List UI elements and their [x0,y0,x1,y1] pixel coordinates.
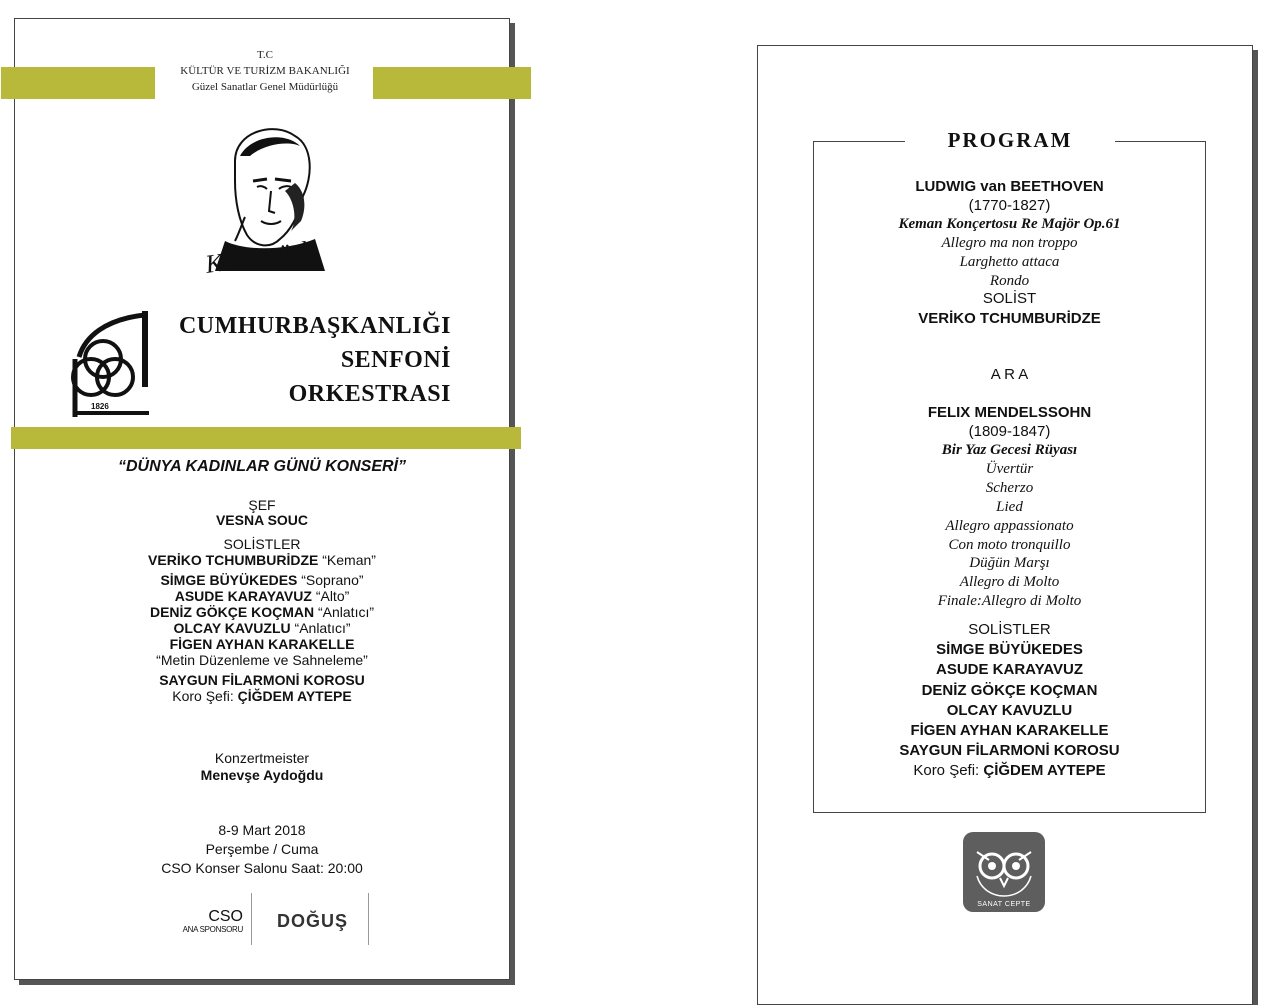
choir-conductor-name: ÇİĞDEM AYTEPE [983,762,1106,779]
soloist-name: DENİZ GÖKÇE KOÇMAN [921,682,1098,699]
sponsor-cso [155,909,243,934]
soloists-label: SOLİSTLER [223,536,301,552]
ministry-line-1: T.C [257,49,273,61]
soloist-role: “Anlatıcı” [318,604,375,620]
ministry-line-2: KÜLTÜR VE TURİZM BAKANLIĞI [180,65,350,77]
accent-bar-middle [11,427,521,449]
composer-name: FELIX MENDELSSOHN [927,404,1092,421]
orchestra-name-line-2: SENFONİ [340,347,451,373]
program-front-page [14,18,510,980]
movement: Lied [996,499,1023,515]
cso-logo-year: 1826 [91,402,109,411]
movement: Scherzo [985,480,1034,496]
soloists-label: SOLİSTLER [968,621,1051,638]
soloist-name: SİMGE BÜYÜKEDES [936,641,1083,658]
soloist-label: SOLİST [982,290,1037,307]
concert-venue-time: CSO Konser Salonu Saat: 20:00 [161,860,363,876]
soloist-name: FİGEN AYHAN KARAKELLE [169,636,355,652]
work-title: Bir Yaz Gecesi Rüyası [941,442,1078,458]
soloist-role: “Soprano” [301,572,364,588]
portrait-signature: K. Atatürk [203,235,315,279]
concert-title: “DÜNYA KADINLAR GÜNÜ KONSERİ” [118,458,406,475]
soloist-name: ASUDE KARAYAVUZ [936,661,1083,678]
soloist-row [15,588,509,604]
orchestra-name [179,309,451,411]
cso-logo-icon [65,309,155,421]
choir-conductor [15,688,509,704]
dogus-logo: DOĞUŞ [277,911,349,931]
choir-conductor-label: Koro Şefi: [913,762,980,779]
soloist-row [15,620,509,636]
movement: Rondo [989,273,1030,289]
soloist-name: FİGEN AYHAN KARAKELLE [910,722,1109,739]
app-logo-label: SANAT CEPTE [977,901,1031,908]
soloist-row [15,552,509,568]
conductor-label: ŞEF [248,497,276,513]
accent-bar-top-left [1,67,155,99]
program-inner-page [757,45,1253,1005]
owl-icon [963,832,1045,912]
choir-name: SAYGUN FİLARMONİ KOROSU [159,672,365,688]
sponsor-cso-text: CSO [208,908,243,925]
choir-name: SAYGUN FİLARMONİ KOROSU [899,742,1120,759]
concert-date: 8-9 Mart 2018 [218,822,306,838]
movement: Allegro ma non troppo [941,235,1078,251]
staging-note: “Metin Düzenleme ve Sahneleme” [156,652,368,668]
choir-conductor-label: Koro Şefi: [172,688,234,704]
choir-conductor [814,762,1205,779]
soloist-role: “Alto” [315,588,350,604]
movement: Allegro appassionato [945,518,1074,534]
movement: Üvertür [985,461,1034,477]
conductor-name: VESNA SOUC [215,512,309,528]
sponsor-divider [251,893,252,945]
soloist-role: “Keman” [322,552,376,568]
sponsor-divider [368,893,369,945]
sanat-cepte-logo [963,832,1045,912]
movement: Con moto tronquillo [948,537,1071,553]
program-heading: PROGRAM [905,128,1115,153]
movement: Allegro di Molto [959,574,1060,590]
soloist-name: VERİKO TCHUMBURİDZE [918,310,1101,327]
movement: Larghetto attaca [959,254,1060,270]
composer-name: LUDWIG van BEETHOVEN [915,178,1104,195]
ministry-line-3: Güzel Sanatlar Genel Müdürlüğü [191,81,339,93]
accent-bar-top-right [373,67,531,99]
orchestra-name-line-1: CUMHURBAŞKANLIĞI [178,313,451,339]
soloist-row [15,604,509,620]
orchestra-name-line-3: ORKESTRASI [288,381,451,407]
movement: Düğün Marşı [969,555,1050,571]
soloist-name: SİMGE BÜYÜKEDES [160,572,298,588]
soloist-name: VERİKO TCHUMBURİDZE [148,552,319,568]
ministry-header [165,47,365,95]
soloist-name: ASUDE KARAYAVUZ [174,588,312,604]
work-title: Keman Konçertosu Re Majör Op.61 [898,216,1121,232]
program-box [813,128,1206,813]
choir-conductor-name: ÇİĞDEM AYTEPE [237,688,352,704]
soloist-role: “Anlatıcı” [294,620,351,636]
composer-years: (1770-1827) [968,197,1051,214]
movement: Finale:Allegro di Molto [937,593,1082,609]
intermission: A R A [990,366,1029,383]
soloist-name: OLCAY KAVUZLU [173,620,291,636]
concertmaster-name: Menevşe Aydoğdu [200,767,324,783]
concertmaster-label: Konzertmeister [214,750,310,766]
soloist-name: DENİZ GÖKÇE KOÇMAN [149,604,315,620]
soloist-row [15,572,509,588]
concert-days: Perşembe / Cuma [205,841,319,857]
soloist-name: OLCAY KAVUZLU [946,702,1073,719]
composer-years: (1809-1847) [968,423,1051,440]
sponsor-label: ANA SPONSORU [182,925,243,934]
